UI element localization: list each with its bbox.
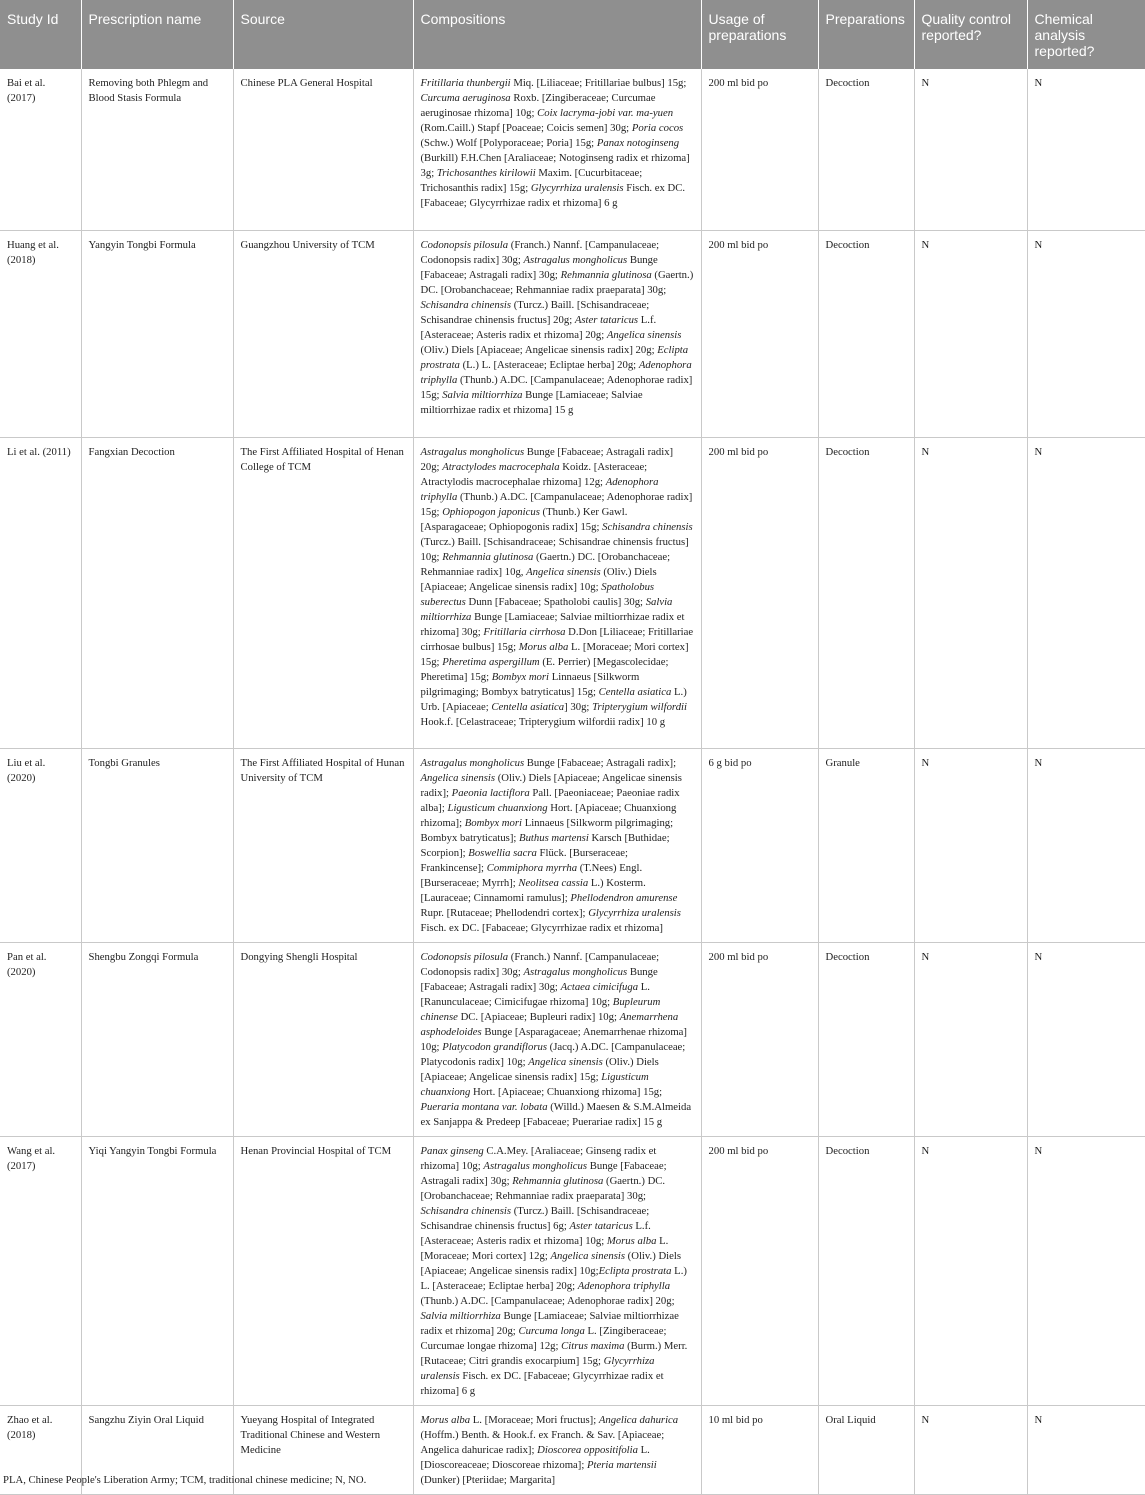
cell-study-id: Zhao et al. (2018) <box>0 1405 81 1494</box>
cell-quality-control: N <box>914 748 1027 942</box>
header-row <box>0 0 1145 69</box>
cell-compositions <box>413 1136 701 1405</box>
species-name: Curcuma longa <box>518 1324 585 1337</box>
cell-compositions <box>413 230 701 437</box>
species-name: Ophiopogon japonicus <box>442 505 540 518</box>
table-row <box>0 748 1145 942</box>
composition-text: (Oliv.) Diels [Apiaceae; Angelicae sinensis radix] 20g; <box>420 343 658 356</box>
header-chemical-analysis: Chemical analysis reported? <box>1027 0 1145 69</box>
composition-text: (Thunb.) A.DC. [Campanulaceae; Adenophorae radix] 15g; <box>420 373 693 401</box>
composition-text: (Rom.Caill.) Stapf [Poaceae; Coicis semen] 30g; <box>420 122 632 134</box>
composition-text: Koidz. [Asteraceae; Atractylodis macrocephalae rhizoma] 12g; <box>420 460 648 488</box>
cell-study-id: Wang et al. (2017) <box>0 1136 81 1405</box>
cell-preparation: Decoction <box>818 942 914 1136</box>
cell-preparation: Decoction <box>818 69 914 230</box>
cell-study-id: Bai et al. (2017) <box>0 69 81 230</box>
species-name: Schisandra chinensis <box>420 1204 512 1217</box>
species-name: Adenophora triphylla <box>577 1279 671 1292</box>
composition-text: L.) L. [Asteraceae; Ecliptae herba] 20g; <box>420 1264 687 1292</box>
composition-text: (Turcz.) Baill. [Schisandraceae; Schisandrae chinensis fructus] 6g; <box>420 1204 650 1232</box>
species-name: Rehmannia glutinosa <box>442 550 534 563</box>
species-name: Codonopsis pilosula <box>420 238 509 251</box>
composition-text: Bunge [Fabaceae; Astragali radix] 30g; <box>420 965 658 993</box>
composition-text: Bunge [Fabaceae; Astragali radix] 30g; <box>420 1159 667 1187</box>
cell-quality-control: N <box>914 1405 1027 1494</box>
cell-usage: 200 ml bid po <box>701 942 818 1136</box>
composition-text: L.) Urb. [Apiaceae; <box>420 685 687 713</box>
composition-text: (Turcz.) Baill. [Schisandraceae; Schisandrae chinensis fructus] 20g; <box>420 298 650 326</box>
cell-preparation: Decoction <box>818 230 914 437</box>
composition-text: L. [Moraceae; Mori cortex] 15g; <box>420 640 689 668</box>
composition-text: L. [Moraceae; Mori cortex] 12g; <box>420 1234 669 1262</box>
cell-prescription-name: Sangzhu Ziyin Oral Liquid <box>81 1405 233 1494</box>
composition-text: Hort. [Apiaceae; Chuanxiong rhizoma]; <box>420 801 677 829</box>
composition-text: (Thunb.) Ker Gawl. [Asparagaceae; Ophiopogonis radix] 15g; <box>420 505 628 533</box>
cell-quality-control: N <box>914 230 1027 437</box>
species-name: Pteria martensii <box>586 1458 657 1471</box>
composition-text: Hook.f. [Celastraceae; Tripterygium wilfordii radix] 10 g <box>420 715 666 728</box>
composition-text: Dunn [Fabaceae; Spatholobi caulis] 30g; <box>465 595 646 608</box>
composition-text: Bunge [Fabaceae; Astragali radix]; <box>524 756 677 769</box>
composition-text: L. [Zingiberaceae; Curcumae longae rhizoma] 12g; <box>420 1324 667 1352</box>
composition-text: L. [Moraceae; Mori fructus]; <box>470 1413 599 1426</box>
composition-text: (Willd.) Maesen & S.M.Almeida ex Sanjappa & Predeep [Fabaceae; Puerariae radix] 15 g <box>420 1100 692 1128</box>
species-name: Bombyx mori <box>491 670 550 683</box>
species-name: Eclipta prostrata <box>420 343 689 371</box>
cell-quality-control: N <box>914 69 1027 230</box>
cell-prescription-name: Shengbu Zongqi Formula <box>81 942 233 1136</box>
species-name: Schisandra chinensis <box>420 298 512 311</box>
table-row <box>0 69 1145 230</box>
composition-text: (T.Nees) Engl. [Burseraceae; Myrrh]; <box>420 861 643 889</box>
species-name: Poria cocos <box>631 122 684 134</box>
table-footnote: PLA, Chinese People's Liberation Army; TCM, traditional chinese medicine; N, NO. <box>3 1474 367 1486</box>
composition-text: Bunge [Fabaceae; Astragali radix] 20g; <box>420 445 674 473</box>
cell-prescription-name: Fangxian Decoction <box>81 437 233 748</box>
composition-text: (Hoffm.) Benth. & Hook.f. ex Franch. & Sav. [Apiaceae; Angelica dahuricae radix]; <box>420 1428 665 1456</box>
species-name: Dioscorea oppositifolia <box>537 1443 638 1456</box>
species-name: Rehmannia glutinosa <box>512 1174 604 1187</box>
species-name: Morus alba <box>518 640 569 653</box>
composition-text: Bunge [Lamiaceae; Salviae miltiorrhizae radix et rhizoma] 15 g <box>420 388 643 416</box>
species-name: Angelica dahurica <box>598 1413 679 1426</box>
cell-compositions <box>413 69 701 230</box>
cell-quality-control: N <box>914 942 1027 1136</box>
species-name: Angelica sinensis <box>528 1055 603 1068</box>
cell-compositions <box>413 1405 701 1494</box>
species-name: Ligusticum chuanxiong <box>420 1070 649 1098</box>
header-quality-control: Quality control reported? <box>914 0 1027 69</box>
table-row <box>0 942 1145 1136</box>
composition-text: Bunge [Lamiaceae; Salviae miltiorrhizae radix et rhizoma] 30g; <box>420 610 685 638</box>
header-source: Source <box>233 0 413 69</box>
composition-text: L.f. [Asteraceae; Asteris radix et rhizoma] 10g; <box>420 1219 651 1247</box>
species-name: Fritillaria cirrhosa <box>483 625 566 638</box>
species-name: Phellodendron amurense <box>570 891 678 904</box>
species-name: Pueraria montana var. lobata <box>420 1100 548 1113</box>
composition-text: DC. [Apiaceae; Bupleuri radix] 10g; <box>457 1010 620 1023</box>
species-name: Paeonia lactiflora <box>451 786 530 799</box>
table-row <box>0 437 1145 748</box>
cell-quality-control: N <box>914 1136 1027 1405</box>
species-name: Glycyrrhiza uralensis <box>420 1354 655 1382</box>
cell-prescription-name: Tongbi Granules <box>81 748 233 942</box>
species-name: Angelica sinensis <box>420 771 496 784</box>
composition-text: Flück. [Burseraceae; Frankincense]; <box>420 846 628 874</box>
cell-source: The First Affiliated Hospital of Hunan University of TCM <box>233 748 413 942</box>
composition-text: Bunge [Asparagaceae; Anemarrhenae rhizoma] 10g; <box>420 1025 687 1053</box>
species-name: Glycyrrhiza uralensis <box>530 182 624 194</box>
table-row <box>0 1136 1145 1405</box>
cell-chemical-analysis: N <box>1027 942 1145 1136</box>
header-usage: Usage of preparations <box>701 0 818 69</box>
cell-usage: 6 g bid po <box>701 748 818 942</box>
species-name: Spatholobus suberectus <box>420 580 655 608</box>
header-preparations: Preparations <box>818 0 914 69</box>
cell-preparation: Decoction <box>818 1136 914 1405</box>
composition-text: Karsch [Buthidae; Scorpion]; <box>420 831 670 859</box>
composition-text: Fisch. ex DC. [Fabaceae; Glycyrrhizae radix et rhizoma] <box>420 921 663 934</box>
cell-prescription-name: Yangyin Tongbi Formula <box>81 230 233 437</box>
species-name: Astragalus mongholicus <box>420 445 525 458</box>
composition-text: (Franch.) Nannf. [Campanulaceae; Codonopsis radix] 30g; <box>420 238 660 266</box>
composition-text: Maxim. [Cucurbitaceae; Trichosanthis radix] 15g; <box>420 167 643 194</box>
species-name: Eclipta prostrata <box>598 1264 672 1277</box>
table-row <box>0 230 1145 437</box>
cell-study-id: Li et al. (2011) <box>0 437 81 748</box>
species-name: Salvia miltiorrhiza <box>420 595 673 623</box>
composition-text: Linnaeus [Silkworm pilgrimaging; Bombyx batryticatus]; <box>420 816 674 844</box>
composition-text: (Dunker) [Pteriidae; Margarita] <box>420 1473 556 1486</box>
species-name: Astragalus mongholicus <box>523 965 628 978</box>
header-study-id: Study Id <box>0 0 81 69</box>
cell-chemical-analysis: N <box>1027 1136 1145 1405</box>
cell-compositions <box>413 437 701 748</box>
composition-text: L.) Kosterm. [Lauraceae; Cinnamomi ramulus]; <box>420 876 646 904</box>
composition-text: Miq. [Liliaceae; Fritillariae bulbus] 15g; <box>510 77 687 89</box>
species-name: Salvia miltiorrhiza <box>420 1309 501 1322</box>
composition-text: (Oliv.) Diels [Apiaceae; Angelicae sinensis radix] 10g; <box>420 565 657 593</box>
species-name: Fritillaria thunbergii <box>420 77 511 89</box>
species-name: Bupleurum chinense <box>420 995 661 1023</box>
species-name: Astragalus mongholicus <box>420 756 525 769</box>
species-name: Tripterygium wilfordii <box>592 700 687 713</box>
species-name: Schisandra chinensis <box>602 520 693 533</box>
composition-text: Linnaeus [Silkworm pilgrimaging; Bombyx batryticatus] 15g; <box>420 670 640 698</box>
composition-text: (L.) L. [Asteraceae; Ecliptae herba] 20g; <box>459 358 639 371</box>
composition-text: Bunge [Fabaceae; Astragali radix] 30g; <box>420 253 658 281</box>
table-body <box>0 69 1145 1494</box>
composition-text: (Jacq.) A.DC. [Campanulaceae; Platycodonis radix] 10g; <box>420 1040 686 1068</box>
cell-usage: 200 ml bid po <box>701 230 818 437</box>
composition-text: ] 30g; <box>564 700 593 713</box>
species-name: Ligusticum chuanxiong <box>447 801 548 814</box>
composition-text: L.f. [Asteraceae; Asteris radix et rhizoma] 20g; <box>420 313 657 341</box>
species-name: Trichosanthes kirilowii <box>436 167 536 179</box>
species-name: Adenophora triphylla <box>420 475 659 503</box>
cell-preparation: Decoction <box>818 437 914 748</box>
cell-study-id: Pan et al. (2020) <box>0 942 81 1136</box>
composition-text: L. [Dioscoreaceae; Dioscoreae rhizoma]; <box>420 1443 650 1471</box>
species-name: Bombyx mori <box>464 816 523 829</box>
species-name: Buthus martensi <box>519 831 589 844</box>
species-name: Adenophora triphylla <box>420 358 692 386</box>
cell-source: Yueyang Hospital of Integrated Traditional Chinese and Western Medicine <box>233 1405 413 1494</box>
cell-source: Dongying Shengli Hospital <box>233 942 413 1136</box>
species-name: Codonopsis pilosula <box>420 950 509 963</box>
composition-text: Fisch. ex DC. [Fabaceae; Glycyrrhizae radix et rhizoma] 6 g <box>420 182 686 209</box>
composition-text: (Gaertn.) DC. [Orobanchaceae; Rehmanniae radix praeparata] 30g; <box>420 1174 666 1202</box>
composition-text: (Burm.) Merr. [Rutaceae; Citri grandis exocarpium] 15g; <box>420 1339 688 1367</box>
cell-prescription-name: Removing both Phlegm and Blood Stasis Formula <box>81 69 233 230</box>
cell-preparation: Granule <box>818 748 914 942</box>
composition-text: L. [Ranunculaceae; Cimicifugae rhizoma] 10g; <box>420 980 650 1008</box>
composition-text: (Oliv.) Diels [Apiaceae; Angelicae sinensis radix] 10g; <box>420 1249 681 1277</box>
species-name: Commiphora myrrha <box>486 861 578 874</box>
species-name: Panax notoginseng <box>596 137 680 149</box>
cell-study-id: Liu et al. (2020) <box>0 748 81 942</box>
species-name: Angelica sinensis <box>550 1249 625 1262</box>
cell-usage: 200 ml bid po <box>701 69 818 230</box>
species-name: Centella asiatica <box>491 700 565 713</box>
species-name: Morus alba <box>420 1413 471 1426</box>
composition-text: (Thunb.) A.DC. [Campanulaceae; Adenophorae radix] 20g; <box>420 1294 675 1307</box>
species-name: Coix lacryma-jobi var. ma-yuen <box>537 107 674 119</box>
species-name: Panax ginseng <box>420 1144 484 1157</box>
composition-text: (Gaertn.) DC. [Orobanchaceae; Rehmanniae radix praeparata] 30g; <box>420 268 694 296</box>
composition-text: (Oliv.) Diels [Apiaceae; Angelicae sinensis radix]; <box>420 771 682 799</box>
composition-text: Rupr. [Rutaceae; Phellodendri cortex]; <box>420 906 589 919</box>
species-name: Anemarrhena asphodeloides <box>420 1010 679 1038</box>
species-name: Actaea cimicifuga <box>560 980 639 993</box>
cell-compositions <box>413 748 701 942</box>
composition-text: (Turcz.) Baill. [Schisandraceae; Schisandrae chinensis fructus] 10g; <box>420 535 689 563</box>
species-name: Salvia miltiorrhiza <box>442 388 523 401</box>
cell-prescription-name: Yiqi Yangyin Tongbi Formula <box>81 1136 233 1405</box>
species-name: Boswellia sacra <box>468 846 537 859</box>
species-name: Astragalus mongholicus <box>523 253 628 266</box>
species-name: Atractylodes macrocephala <box>442 460 560 473</box>
composition-text: Fisch. ex DC. [Fabaceae; Glycyrrhizae radix et rhizoma] 6 g <box>420 1369 664 1397</box>
species-name: Angelica sinensis <box>606 328 682 341</box>
composition-text: D.Don [Liliaceae; Fritillariae cirrhosae bulbus] 15g; <box>420 625 694 653</box>
composition-text: (E. Perrier) [Megascolecidae; Pheretima] 15g; <box>420 655 669 683</box>
species-name: Morus alba <box>606 1234 657 1247</box>
cell-usage: 10 ml bid po <box>701 1405 818 1494</box>
cell-chemical-analysis: N <box>1027 1405 1145 1494</box>
cell-preparation: Oral Liquid <box>818 1405 914 1494</box>
composition-text: (Oliv.) Diels [Apiaceae; Angelicae sinensis radix] 15g; <box>420 1055 659 1083</box>
header-prescription-name: Prescription name <box>81 0 233 69</box>
composition-text: (Schw.) Wolf [Polyporaceae; Poria] 15g; <box>420 137 597 149</box>
composition-text: C.A.Mey. [Araliaceae; Ginseng radix et rhizoma] 10g; <box>420 1144 657 1172</box>
cell-quality-control: N <box>914 437 1027 748</box>
cell-source: Guangzhou University of TCM <box>233 230 413 437</box>
cell-source: Henan Provincial Hospital of TCM <box>233 1136 413 1405</box>
cell-chemical-analysis: N <box>1027 437 1145 748</box>
species-name: Rehmannia glutinosa <box>560 268 652 281</box>
species-name: Glycyrrhiza uralensis <box>588 906 681 919</box>
species-name: Citrus maxima <box>561 1339 625 1352</box>
species-name: Platycodon grandiflorus <box>442 1040 547 1053</box>
species-name: Aster tataricus <box>569 1219 633 1232</box>
composition-text: Bunge [Lamiaceae; Salviae miltiorrhizae radix et rhizoma] 20g; <box>420 1309 679 1337</box>
species-name: Pheretima aspergillum <box>442 655 540 668</box>
cell-chemical-analysis: N <box>1027 748 1145 942</box>
cell-chemical-analysis: N <box>1027 230 1145 437</box>
cell-usage: 200 ml bid po <box>701 1136 818 1405</box>
cell-source: The First Affiliated Hospital of Henan College of TCM <box>233 437 413 748</box>
cell-compositions <box>413 942 701 1136</box>
species-name: Angelica sinensis <box>526 565 601 578</box>
composition-text: (Gaertn.) DC. [Orobanchaceae; Rehmanniae radix] 10g, <box>420 550 671 578</box>
composition-text: (Franch.) Nannf. [Campanulaceae; Codonopsis radix] 30g; <box>420 950 660 978</box>
composition-text: Hort. [Apiaceae; Chuanxiong rhizoma] 15g; <box>470 1085 663 1098</box>
cell-chemical-analysis: N <box>1027 69 1145 230</box>
species-name: Curcuma aeruginosa <box>420 92 511 104</box>
cell-study-id: Huang et al. (2018) <box>0 230 81 437</box>
cell-usage: 200 ml bid po <box>701 437 818 748</box>
composition-text: Pall. [Paeoniaceae; Paeoniae radix alba]; <box>420 786 680 814</box>
header-compositions: Compositions <box>413 0 701 69</box>
species-name: Neolitsea cassia <box>518 876 589 889</box>
species-name: Aster tataricus <box>574 313 639 326</box>
species-name: Centella asiatica <box>598 685 672 698</box>
composition-text: (Thunb.) A.DC. [Campanulaceae; Adenophorae radix] 15g; <box>420 490 693 518</box>
composition-text: Roxb. [Zingiberaceae; Curcumae aeruginosae rhizoma] 10g; <box>420 92 656 119</box>
composition-text: (Burkill) F.H.Chen [Araliaceae; Notoginseng radix et rhizoma] 3g; <box>420 152 690 179</box>
cell-source: Chinese PLA General Hospital <box>233 69 413 230</box>
species-name: Astragalus mongholicus <box>483 1159 588 1172</box>
